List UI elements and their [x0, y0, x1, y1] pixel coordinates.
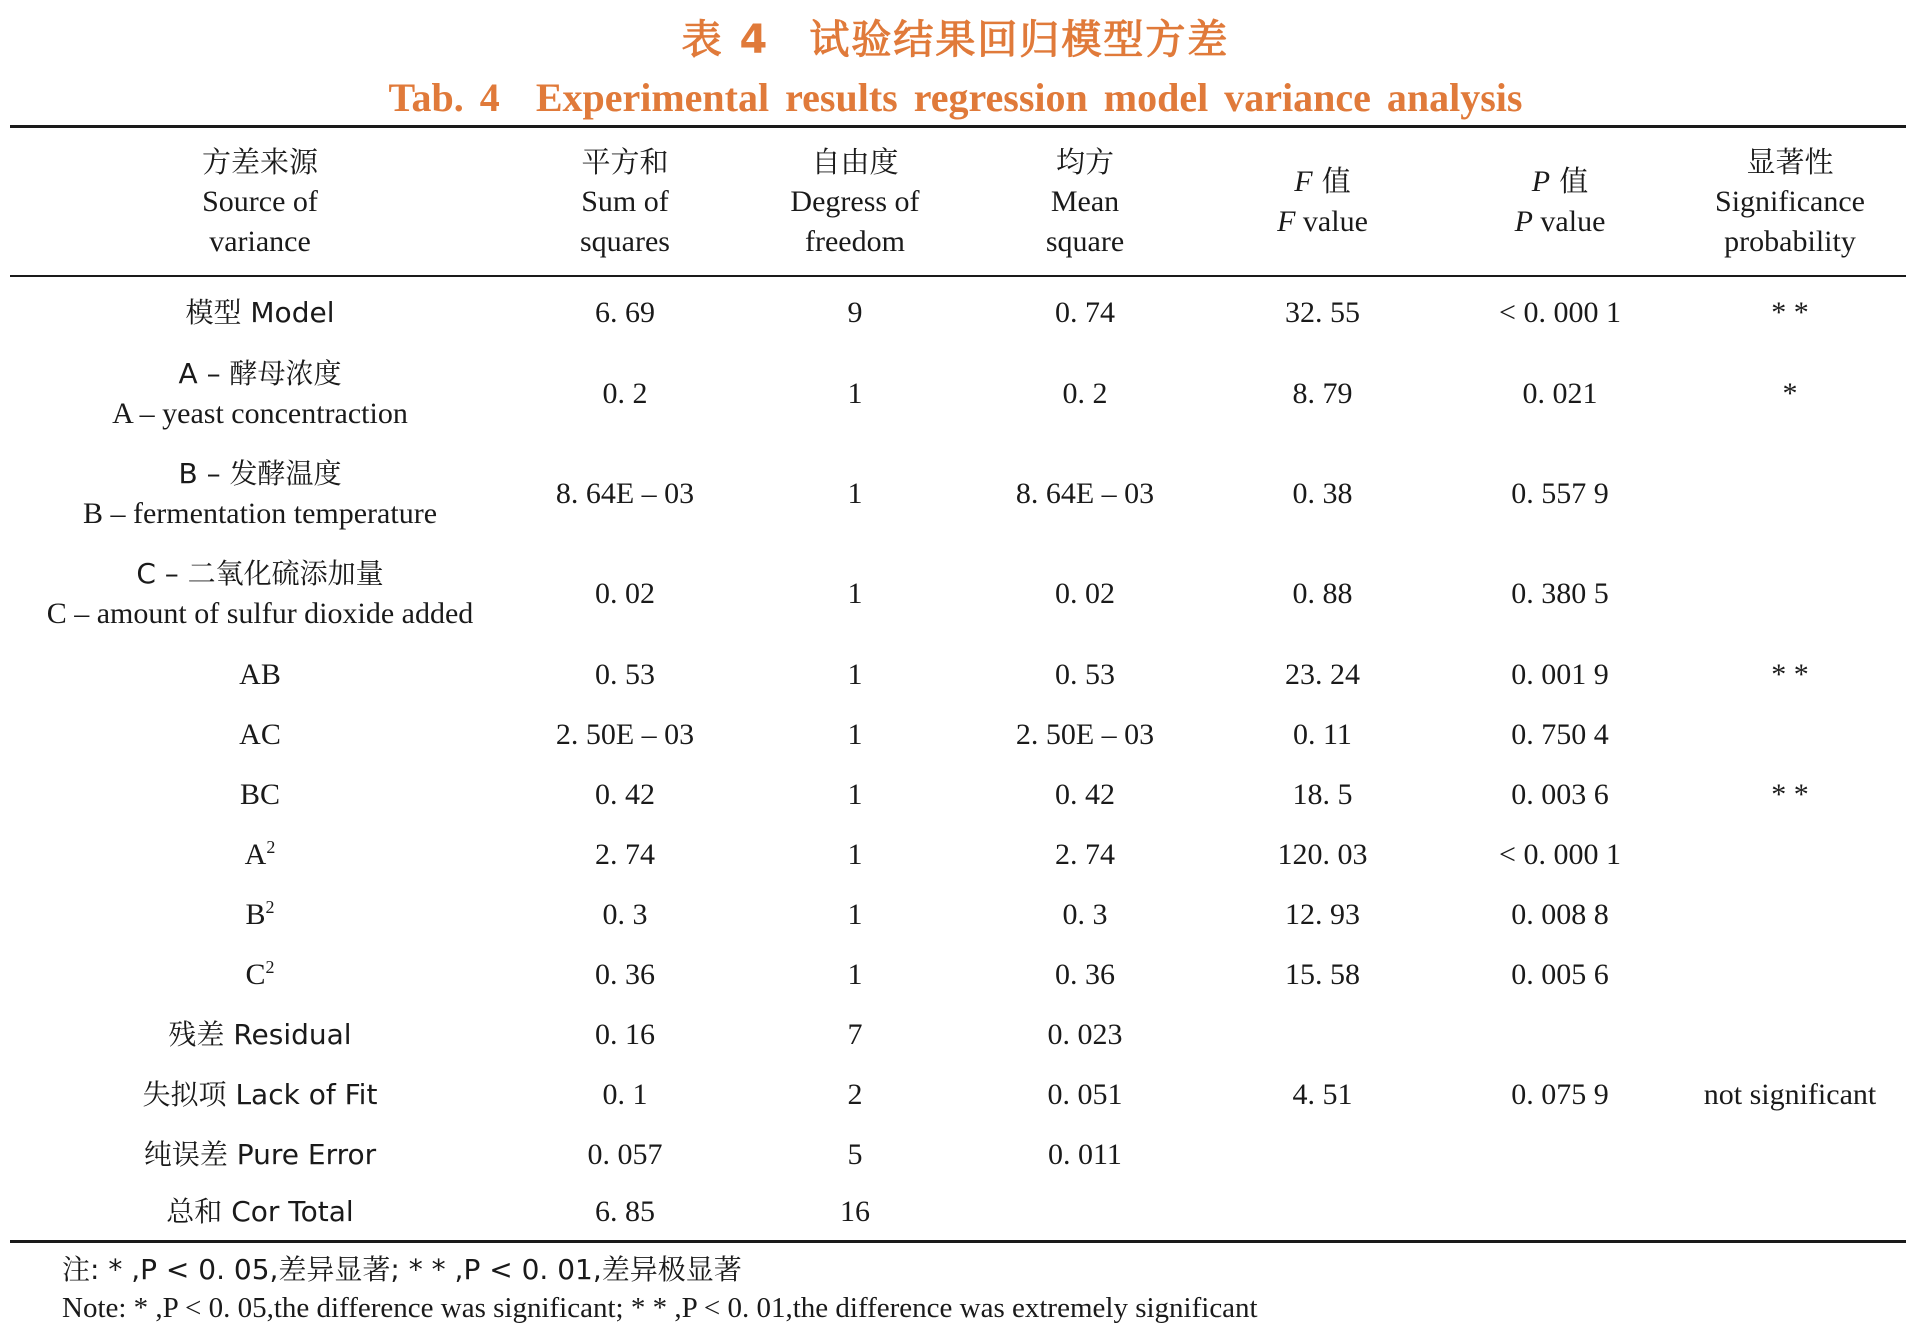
cell-mean-square: 2. 74 [1055, 838, 1115, 871]
cell-f-value: 4. 51 [1292, 1078, 1353, 1111]
table-row [0, 705, 1911, 765]
source-term [245, 835, 276, 875]
cell-df: 7 [847, 1018, 863, 1051]
cell-sum-of-squares: 2. 74 [595, 838, 655, 871]
cell-significance [1675, 885, 1905, 945]
cell-source [10, 1125, 510, 1185]
cell-source [10, 885, 510, 945]
cell-df: 1 [847, 658, 863, 691]
cell-mean-square: 0. 74 [1055, 296, 1115, 329]
cell-mean-square: 0. 3 [1062, 898, 1108, 931]
cell-significance [1675, 945, 1905, 1005]
cell-source: AC [239, 718, 281, 751]
cell-df: 1 [847, 577, 863, 610]
cell-significance: not significant [1703, 1078, 1877, 1111]
header-df-cn: 自由度 [811, 144, 899, 179]
table-row [0, 283, 1911, 343]
cell-f-value: 120. 03 [1277, 838, 1368, 871]
header-ms-en1: Mean [1050, 184, 1120, 218]
cell-df: 1 [847, 778, 863, 811]
cell-sum-of-squares: 0. 1 [602, 1078, 648, 1111]
cell-f-value [1200, 1183, 1445, 1241]
table-bottom-rule [10, 1240, 1906, 1243]
cell-p-value [1445, 1125, 1675, 1185]
cell-mean-square: 0. 023 [1047, 1018, 1123, 1051]
header-p-cn: 值 [1550, 164, 1589, 198]
cell-p-value [1445, 1183, 1675, 1241]
header-source-en1: Source of [202, 184, 318, 218]
cell-df: 5 [847, 1138, 863, 1171]
header-degrees-of-freedom [740, 128, 970, 275]
cell-f-value: 0. 11 [1293, 718, 1352, 751]
source-label: 残差 Residual [168, 1018, 352, 1051]
cell-mean-square: 0. 011 [1048, 1138, 1122, 1171]
cell-mean-square: 0. 36 [1055, 958, 1115, 991]
header-df-en2: freedom [805, 224, 905, 258]
table-row [0, 450, 1911, 538]
cell-source [10, 1065, 510, 1125]
cell-f-value: 23. 24 [1285, 658, 1360, 691]
cell-sum-of-squares: 0. 53 [595, 658, 655, 691]
header-p-symbol: P [1531, 165, 1551, 198]
source-term-exponent: 2 [265, 897, 275, 917]
cell-df: 1 [847, 898, 863, 931]
table-row [0, 350, 1911, 438]
cell-df: 1 [847, 377, 863, 410]
table-row [0, 1125, 1911, 1185]
cell-significance [1675, 450, 1905, 538]
cell-df: 16 [840, 1195, 870, 1228]
cell-significance [1675, 1005, 1905, 1065]
cell-significance: * * [1771, 658, 1809, 691]
table-row [0, 1183, 1911, 1241]
header-ms-en2: square [1045, 224, 1125, 258]
header-df-en1: Degress of [790, 184, 920, 218]
header-sig-cn: 显著性 [1746, 144, 1834, 179]
source-label-cn: C – 二氧化硫添加量 [136, 557, 384, 590]
cell-p-value: < 0. 000 1 [1499, 838, 1621, 871]
header-ss-en2: squares [580, 224, 670, 258]
header-f-value [1200, 128, 1445, 275]
header-sig-en2: probability [1724, 224, 1856, 258]
header-p-line2 [1515, 202, 1606, 242]
source-label-en: C – amount of sulfur dioxide added [46, 597, 474, 630]
cell-p-value: 0. 005 6 [1511, 958, 1609, 991]
cell-sum-of-squares: 0. 42 [595, 778, 655, 811]
cell-p-value: 0. 021 [1522, 377, 1598, 410]
cell-df: 1 [847, 838, 863, 871]
cell-p-value: 0. 380 5 [1511, 577, 1609, 610]
source-label-cn: A – 酵母浓度 [178, 357, 342, 390]
table-header-rule [10, 275, 1906, 277]
cell-sum-of-squares: 6. 69 [595, 296, 655, 329]
cell-p-value: 0. 075 9 [1511, 1078, 1609, 1111]
table-label-en: Tab. 4 [388, 75, 500, 120]
source-term-exponent: 2 [266, 837, 276, 857]
header-p-en: value [1532, 205, 1606, 238]
header-ms-cn: 均方 [1055, 144, 1114, 179]
cell-sum-of-squares: 0. 36 [595, 958, 655, 991]
cell-df: 1 [847, 718, 863, 751]
table-row [0, 645, 1911, 705]
cell-source [10, 945, 510, 1005]
cell-sum-of-squares: 0. 16 [595, 1018, 655, 1051]
table-row [0, 885, 1911, 945]
header-f-line1 [1294, 161, 1351, 202]
source-label-en: B – fermentation temperature [82, 497, 438, 530]
table-row [0, 825, 1911, 885]
cell-significance [1675, 550, 1905, 638]
cell-significance [1675, 1183, 1905, 1241]
cell-mean-square: 0. 42 [1055, 778, 1115, 811]
header-p-en-symbol: P [1514, 205, 1533, 238]
header-f-en-symbol: F [1277, 205, 1296, 238]
header-source-cn: 方差来源 [201, 144, 318, 179]
cell-mean-square: 0. 53 [1055, 658, 1115, 691]
cell-significance: * * [1771, 778, 1809, 811]
header-source-en2: variance [209, 224, 311, 258]
header-mean-square [970, 128, 1200, 275]
header-f-line2 [1277, 202, 1368, 242]
cell-sum-of-squares: 0. 057 [587, 1138, 663, 1171]
table-row [0, 550, 1911, 638]
table-note-en: Note: * ,P < 0. 05,the difference was significant; * * ,P < 0. 01,the difference was extremely significant [62, 1292, 1258, 1324]
cell-significance: * * [1771, 296, 1809, 329]
cell-p-value: 0. 003 6 [1511, 778, 1609, 811]
cell-source: AB [239, 658, 281, 691]
source-label-cn: B – 发酵温度 [178, 457, 342, 490]
cell-f-value: 18. 5 [1292, 778, 1353, 811]
header-p-line1 [1532, 161, 1589, 202]
cell-significance [1675, 705, 1905, 765]
cell-f-value: 0. 38 [1292, 477, 1353, 510]
cell-significance [1675, 825, 1905, 885]
source-term-base: C [245, 958, 266, 991]
source-label: 纯误差 Pure Error [143, 1138, 377, 1171]
cell-sum-of-squares: 0. 2 [602, 377, 648, 410]
cell-df: 2 [847, 1078, 863, 1111]
cell-df: 1 [847, 477, 863, 510]
cell-source [10, 350, 510, 438]
source-label: 失拟项 Lack of Fit [142, 1078, 378, 1111]
cell-f-value: 0. 88 [1292, 577, 1353, 610]
cell-mean-square: 0. 051 [1047, 1078, 1123, 1111]
cell-sum-of-squares: 2. 50E – 03 [555, 718, 695, 751]
cell-f-value [1200, 1125, 1445, 1185]
cell-sum-of-squares: 0. 02 [595, 577, 655, 610]
header-f-symbol: F [1294, 165, 1313, 198]
cell-source [10, 825, 510, 885]
cell-p-value [1445, 1005, 1675, 1065]
cell-df: 1 [847, 958, 863, 991]
cell-mean-square: 2. 50E – 03 [1015, 718, 1155, 751]
source-term [245, 955, 274, 995]
table-row [0, 1005, 1911, 1065]
header-sum-of-squares [510, 128, 740, 275]
header-sig-en1: Significance [1715, 184, 1865, 218]
source-term-base: B [245, 898, 266, 931]
header-f-en: value [1295, 205, 1368, 238]
cell-significance [1675, 1125, 1905, 1185]
source-term-exponent: 2 [265, 957, 275, 977]
cell-sum-of-squares: 8. 64E – 03 [555, 477, 695, 510]
cell-f-value: 12. 93 [1285, 898, 1360, 931]
cell-p-value: 0. 750 4 [1511, 718, 1609, 751]
cell-mean-square: 8. 64E – 03 [1015, 477, 1155, 510]
cell-df: 9 [847, 296, 863, 329]
table-title-en [0, 74, 1911, 121]
cell-p-value: 0. 557 9 [1511, 477, 1609, 510]
header-ss-cn: 平方和 [581, 144, 669, 179]
cell-f-value: 8. 79 [1292, 377, 1353, 410]
table-caption-en: Experimental results regression model variance analysis [535, 75, 1523, 120]
table-row [0, 945, 1911, 1005]
source-label: 总和 Cor Total [166, 1195, 354, 1228]
cell-source [10, 1183, 510, 1241]
cell-p-value: < 0. 000 1 [1499, 296, 1621, 329]
source-term [245, 895, 274, 935]
source-label-en: A – yeast concentraction [112, 397, 408, 430]
cell-mean-square: 0. 02 [1055, 577, 1115, 610]
cell-mean-square [970, 1183, 1200, 1241]
cell-mean-square: 0. 2 [1062, 377, 1108, 410]
header-ss-en1: Sum of [581, 184, 669, 218]
header-f-cn: 值 [1312, 164, 1351, 198]
table-note-cn: 注: * ,P < 0. 05,差异显著; * * ,P < 0. 01,差异极显著 [62, 1253, 742, 1286]
cell-p-value: 0. 001 9 [1511, 658, 1609, 691]
table-caption-cn: 试验结果回归模型方差 [809, 17, 1230, 63]
cell-source [10, 450, 510, 538]
table-row [0, 765, 1911, 825]
source-label: 模型 Model [185, 296, 335, 329]
source-term-base: A [244, 838, 267, 871]
table-title-cn [0, 8, 1911, 65]
header-significance [1675, 128, 1905, 275]
cell-f-value [1200, 1005, 1445, 1065]
cell-p-value: 0. 008 8 [1511, 898, 1609, 931]
header-p-value [1445, 128, 1675, 275]
table-row [0, 1065, 1911, 1125]
cell-significance: * [1782, 377, 1798, 410]
cell-sum-of-squares: 6. 85 [595, 1195, 655, 1228]
header-source [10, 128, 510, 275]
cell-source [10, 1005, 510, 1065]
cell-source [10, 550, 510, 638]
cell-source: BC [239, 778, 281, 811]
cell-f-value: 15. 58 [1285, 958, 1360, 991]
cell-sum-of-squares: 0. 3 [602, 898, 648, 931]
cell-source [10, 283, 510, 343]
table-label-cn: 表 4 [681, 17, 770, 63]
cell-f-value: 32. 55 [1285, 296, 1360, 329]
